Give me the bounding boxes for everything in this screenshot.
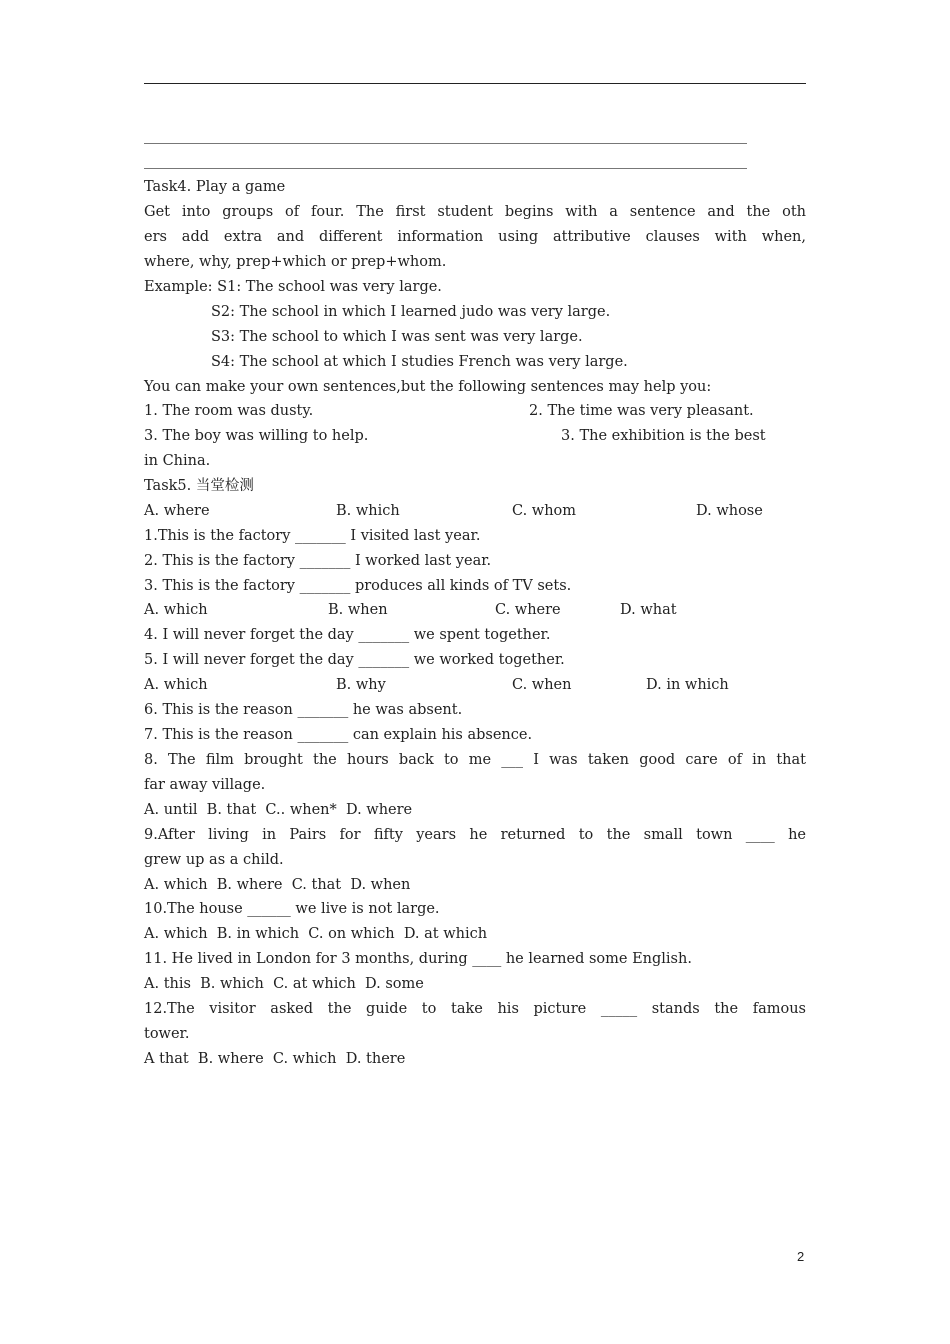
question-8: 8. The film brought the hours back to me ___ I was taken good care of in that — [144, 752, 806, 768]
example-label: Example: — [144, 279, 213, 295]
question-9-options: A. which B. where C. that D. when — [144, 877, 411, 893]
question-11: 11. He lived in London for 3 months, during ____ he learned some English. — [144, 951, 692, 967]
option-b: B. which — [336, 503, 400, 519]
example-s1: S1: The school was very large. — [217, 279, 442, 295]
question-8-options: A. until B. that C.. when* D. where — [144, 802, 413, 818]
question-10-options: A. which B. in which C. on which D. at which — [144, 926, 488, 942]
option-a: A. where — [144, 503, 210, 519]
example-s4: S4: The school at which I studies French was very large. — [211, 354, 628, 370]
question-5: 5. I will never forget the day _______ we worked together. — [144, 652, 565, 668]
hint-1: 1. The room was dusty. — [144, 403, 314, 419]
option-b: B. why — [336, 677, 386, 693]
task4-intro-line-1: Get into groups of four. The first student begins with a sentence and the oth — [144, 204, 806, 220]
option-c: C. whom — [512, 503, 577, 519]
question-1: 1.This is the factory _______ I visited last year. — [144, 528, 481, 544]
question-11-options: A. this B. which C. at which D. some — [144, 976, 424, 992]
option-d: D. in which — [646, 677, 729, 693]
option-d: D. what — [620, 602, 677, 618]
question-7: 7. This is the reason _______ can explain his absence. — [144, 727, 533, 743]
task4-intro-line-3: where, why, prep+which or prep+whom. — [144, 254, 447, 270]
question-9: 9.After living in Pairs for fifty years he returned to the small town ____ he — [144, 827, 806, 843]
hint-2: 2. The time was very pleasant. — [529, 403, 754, 419]
question-6: 6. This is the reason _______ he was absent. — [144, 702, 463, 718]
question-8-continued: far away village. — [144, 777, 266, 793]
task4-intro-line-2: ers add extra and different information using attributive clauses with when, — [144, 229, 806, 245]
option-c: C. where — [495, 602, 561, 618]
answer-line-2 — [144, 168, 747, 169]
hint-4-continued: in China. — [144, 453, 211, 469]
question-12-continued: tower. — [144, 1026, 190, 1042]
hint-3: 3. The boy was willing to help. — [144, 428, 369, 444]
question-12: 12.The visitor asked the guide to take his picture _____ stands the famous — [144, 1001, 806, 1017]
page-number: 2 — [797, 1249, 805, 1264]
example-row-1 — [144, 278, 806, 296]
option-b: B. when — [328, 602, 388, 618]
question-2: 2. This is the factory _______ I worked last year. — [144, 553, 492, 569]
task5-title: Task5. 当堂检测 — [144, 478, 254, 494]
option-a: A. which — [144, 677, 208, 693]
option-a: A. which — [144, 602, 208, 618]
help-line: You can make your own sentences,but the following sentences may help you: — [144, 379, 712, 395]
task4-title: Task4. Play a game — [144, 179, 286, 195]
hint-4: 3. The exhibition is the best — [561, 428, 766, 444]
example-s3: S3: The school to which I was sent was very large. — [211, 329, 583, 345]
question-12-options: A that B. where C. which D. there — [144, 1051, 406, 1067]
question-4: 4. I will never forget the day _______ we spent together. — [144, 627, 551, 643]
option-c: C. when — [512, 677, 572, 693]
question-10: 10.The house ______ we live is not large. — [144, 901, 440, 917]
answer-line-1 — [144, 143, 747, 144]
example-s2: S2: The school in which I learned judo was very large. — [211, 304, 611, 320]
option-d: D. whose — [696, 503, 763, 519]
question-3: 3. This is the factory _______ produces all kinds of TV sets. — [144, 578, 572, 594]
question-9-continued: grew up as a child. — [144, 852, 284, 868]
header-rule — [144, 83, 806, 84]
